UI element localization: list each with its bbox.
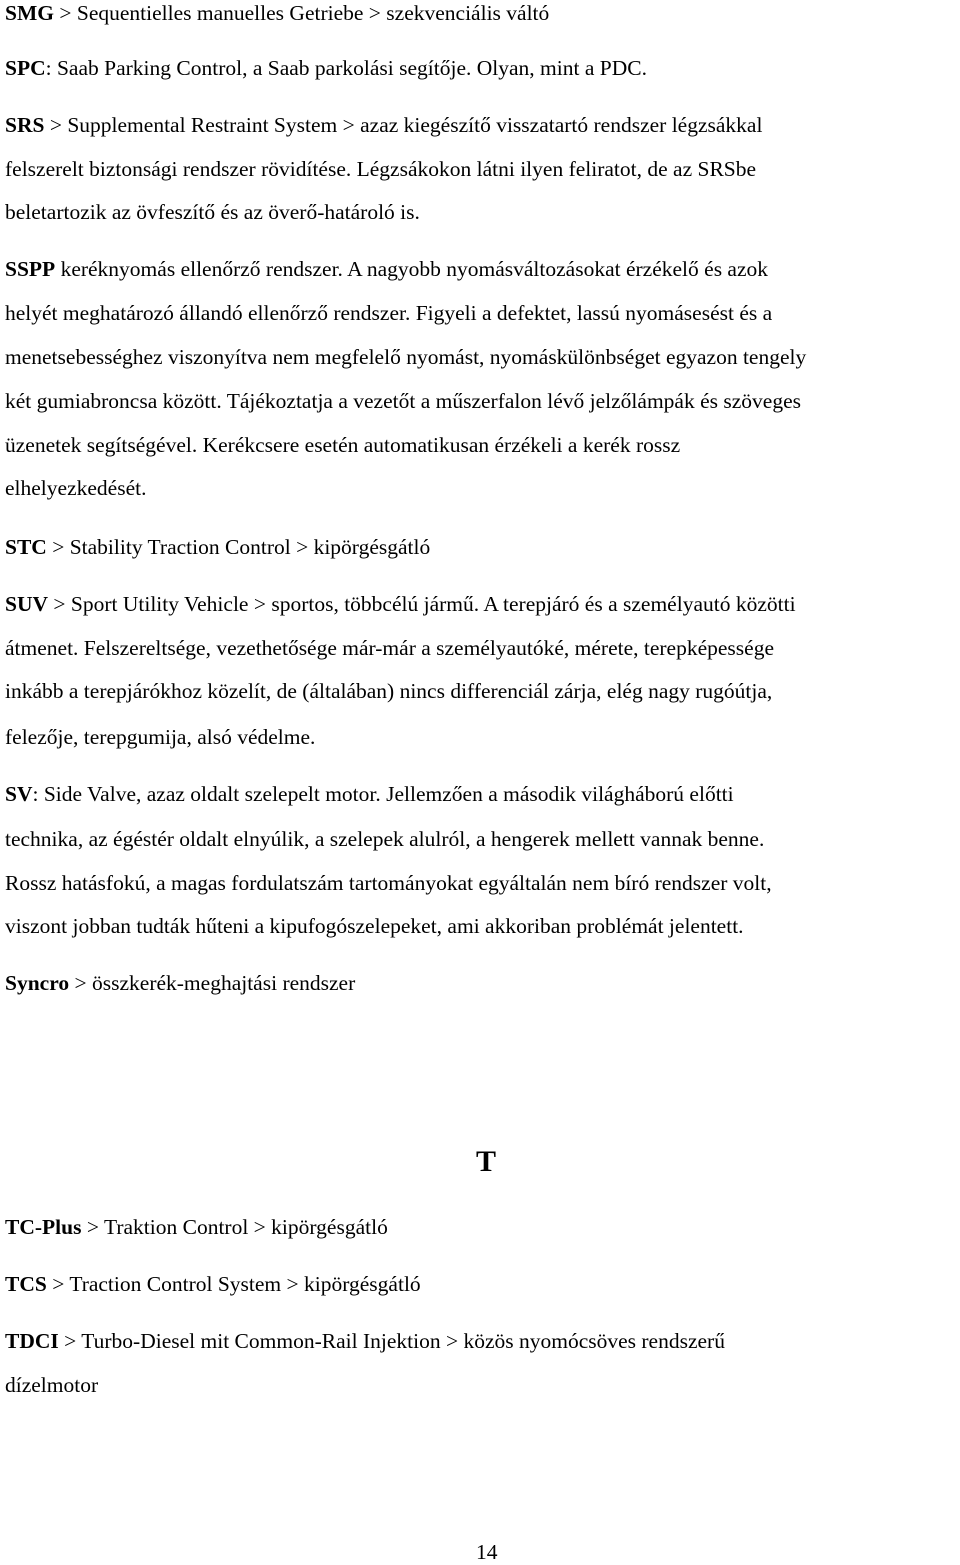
glossary-text: > Supplemental Restraint System > azaz kiegészítő visszatartó rendszer légzsákkal [44,113,763,137]
glossary-line [5,475,146,501]
glossary-text: technika, az égéstér oldalt elnyúlik, a szelepek alulról, a hengerek mellett vannak benne. [5,827,765,851]
glossary-line [5,344,806,370]
glossary-line [5,300,772,326]
glossary-term: TC-Plus [5,1215,82,1239]
glossary-line [5,970,355,996]
glossary-line [5,256,768,282]
glossary-text: > Turbo-Diesel mit Common-Rail Injektion > közös nyomócsöves rendszerű [58,1329,725,1353]
glossary-line [5,913,744,939]
glossary-text: menetsebességhez viszonyítva nem megfelelő nyomást, nyomáskülönbséget egyazon tengely [5,345,807,369]
glossary-text: > Sequentielles manuelles Getriebe > szekvenciális váltó [53,1,550,25]
glossary-line [5,112,762,138]
glossary-text: felezője, terepgumija, alsó védelme. [5,725,316,749]
glossary-text: > Sport Utility Vehicle > sportos, többcélú jármű. A terepjáró és a személyautó közötti [48,592,796,616]
glossary-line [5,0,549,26]
section-heading: T [476,1145,497,1178]
glossary-term: STC [5,535,47,559]
glossary-text: > Stability Traction Control > kipörgésgátló [46,535,431,559]
glossary-line [5,1372,98,1398]
page-number: 14 [476,1540,498,1564]
glossary-text: helyét meghatározó állandó ellenőrző rendszer. Figyeli a defektet, lassú nyomásesést és a [5,301,773,325]
glossary-text: elhelyezkedését. [5,476,147,500]
glossary-line [5,591,796,617]
glossary-text: felszerelt biztonsági rendszer rövidítése. Légzsákokon látni ilyen feliratot, de az SRSbe [5,157,757,181]
glossary-term: TDCI [5,1329,59,1353]
glossary-text: beletartozik az övfeszítő és az överő-határoló is. [5,200,420,224]
glossary-text: Rossz hatásfokú, a magas fordulatszám tartományokat egyáltalán nem bíró rendszer volt, [5,871,772,895]
glossary-line [5,156,756,182]
glossary-text: inkább a terepjárókhoz közelít, de (általában) nincs differenciál zárja, elég nagy rugóútja, [5,679,773,703]
glossary-term: SV [5,782,33,806]
glossary-text: keréknyomás ellenőrző rendszer. A nagyobb nyomásváltozásokat érzékelő és azok [55,257,769,281]
glossary-text: két gumiabroncsa között. Tájékoztatja a vezetőt a műszerfalon lévő jelzőlámpák és szöveges [5,389,801,413]
glossary-term: TCS [5,1272,47,1296]
glossary-text: > Traktion Control > kipörgésgátló [81,1215,388,1239]
glossary-line [5,388,801,414]
glossary-line [5,1328,725,1354]
glossary-term: SPC [5,56,46,80]
glossary-line [5,199,420,225]
glossary-line [5,724,315,750]
glossary-line [5,781,734,807]
glossary-text: : Side Valve, azaz oldalt szelepelt motor. Jellemzően a második világháború előtti [32,782,734,806]
glossary-text: viszont jobban tudták hűteni a kipufogószelepeket, ami akkoriban problémát jelentett. [5,914,744,938]
glossary-term: SUV [5,592,49,616]
glossary-term: Syncro [5,971,70,995]
glossary-line [5,1271,421,1297]
glossary-text: dízelmotor [5,1373,99,1397]
glossary-text: átmenet. Felszereltsége, vezethetősége már-már a személyautóké, mérete, terepképessége [5,636,775,660]
glossary-line [5,534,430,560]
glossary-text: > összkerék-meghajtási rendszer [69,971,356,995]
glossary-line [5,1214,388,1240]
glossary-line [5,432,680,458]
glossary-line [5,826,764,852]
glossary-line [5,635,774,661]
glossary-text: : Saab Parking Control, a Saab parkolási segítője. Olyan, mint a PDC. [45,56,647,80]
glossary-text: üzenetek segítségével. Kerékcsere esetén automatikusan érzékeli a kerék rossz [5,433,681,457]
glossary-line [5,870,772,896]
glossary-line [5,55,647,81]
glossary-term: SMG [5,1,54,25]
glossary-term: SSPP [5,257,56,281]
glossary-text: > Traction Control System > kipörgésgátló [46,1272,421,1296]
glossary-line [5,678,772,704]
glossary-term: SRS [5,113,45,137]
